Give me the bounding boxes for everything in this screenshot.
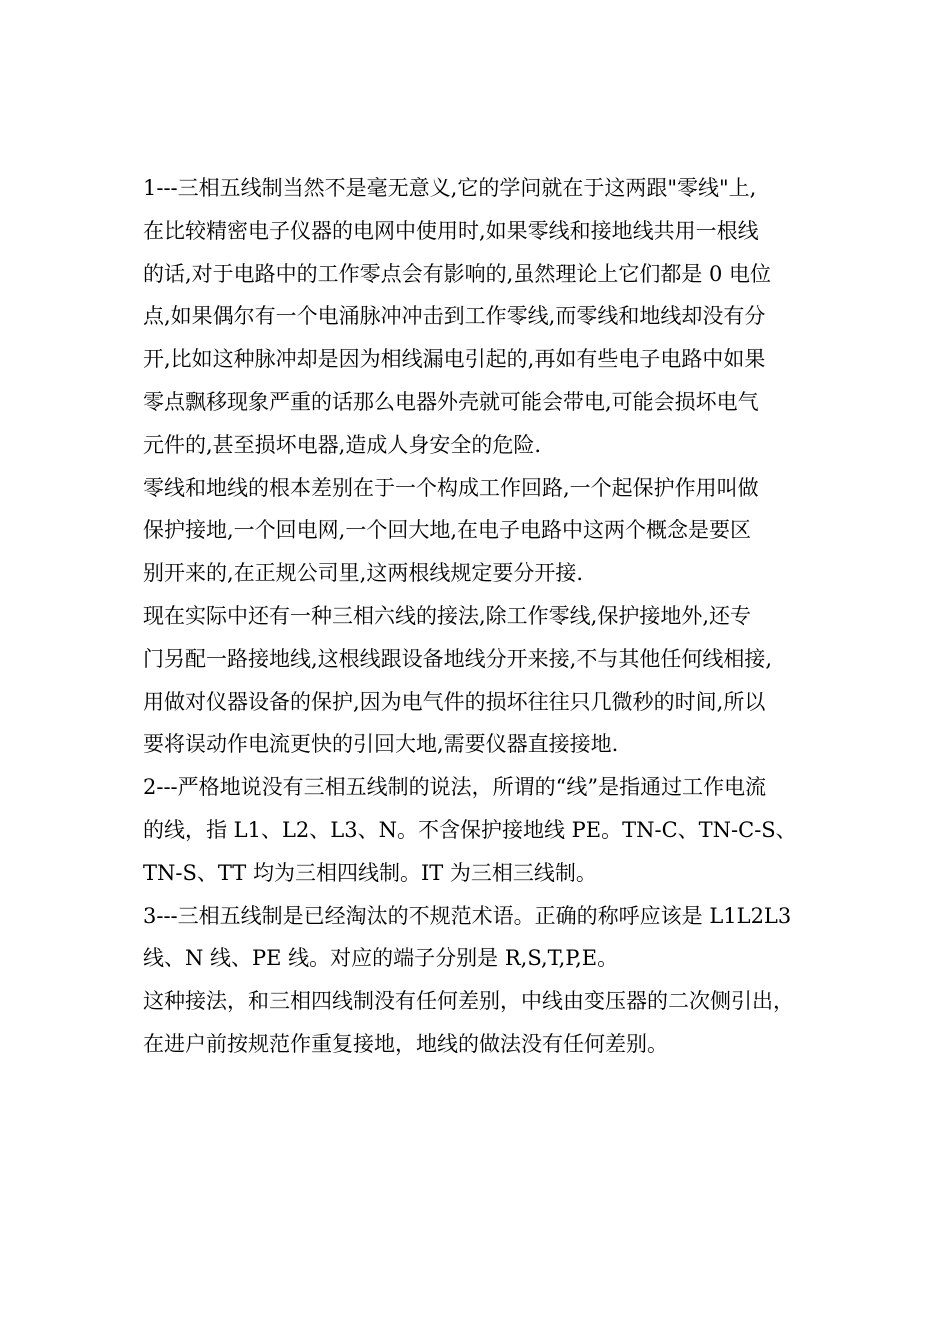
text-line: 线、N 线、PE 线。对应的端子分别是 R,S,T,P,E。 — [143, 946, 619, 971]
paragraph-1 — [143, 167, 823, 467]
text-line: 3---三相五线制是已经淘汰的不规范术语。正确的称呼应该是 L1L2L3 — [143, 903, 792, 928]
text-line: 点,如果偶尔有一个电涌脉冲冲击到工作零线,而零线和地线却没有分 — [143, 304, 766, 329]
text-line: 现在实际中还有一种三相六线的接法,除工作零线,保护接地外,还专 — [143, 603, 752, 628]
paragraph-6 — [143, 980, 823, 1066]
text-line: 门另配一路接地线,这根线跟设备地线分开来接,不与其他任何线相接, — [143, 646, 773, 671]
text-line: 元件的,甚至损坏电器,造成人身安全的危险. — [143, 432, 542, 457]
text-line: 零线和地线的根本差别在于一个构成工作回路,一个起保护作用叫做 — [143, 475, 759, 500]
document-body — [143, 167, 823, 1066]
text-line: 2---严格地说没有三相五线制的说法，所谓的“线”是指通过工作电流 — [143, 775, 767, 800]
text-line: 别开来的,在正规公司里,这两根线规定要分开接. — [143, 561, 584, 586]
text-line: 零点飘移现象严重的话那么电器外壳就可能会带电,可能会损坏电气 — [143, 389, 759, 414]
paragraph-4 — [143, 766, 823, 894]
paragraph-5 — [143, 895, 823, 981]
text-line: 的线，指 L1、L2、L3、N。不含保护接地线 PE。TN-C、TN-C-S、 — [143, 817, 797, 842]
text-line: 在进户前按规范作重复接地，地线的做法没有任何差别。 — [143, 1031, 668, 1056]
text-line: 保护接地,一个回电网,一个回大地,在电子电路中这两个概念是要区 — [143, 518, 752, 543]
text-line: 的话,对于电路中的工作零点会有影响的,虽然理论上它们都是 0 电位 — [143, 261, 772, 286]
text-line: TN-S、TT 均为三相四线制。IT 为三相三线制。 — [143, 860, 597, 885]
text-line: 用做对仪器设备的保护,因为电气件的损坏往往只几微秒的时间,所以 — [143, 689, 766, 714]
text-line: 这种接法，和三相四线制没有任何差别，中线由变压器的二次侧引出， — [143, 989, 794, 1014]
text-line: 1---三相五线制当然不是毫无意义,它的学问就在于这两跟"零线"上, — [143, 176, 757, 200]
text-line: 在比较精密电子仪器的电网中使用时,如果零线和接地线共用一根线 — [143, 218, 759, 243]
paragraph-3 — [143, 595, 823, 766]
text-line: 开,比如这种脉冲却是因为相线漏电引起的,再如有些电子电路中如果 — [143, 347, 766, 372]
paragraph-2 — [143, 467, 823, 595]
text-line: 要将误动作电流更快的引回大地,需要仪器直接接地. — [143, 732, 619, 757]
